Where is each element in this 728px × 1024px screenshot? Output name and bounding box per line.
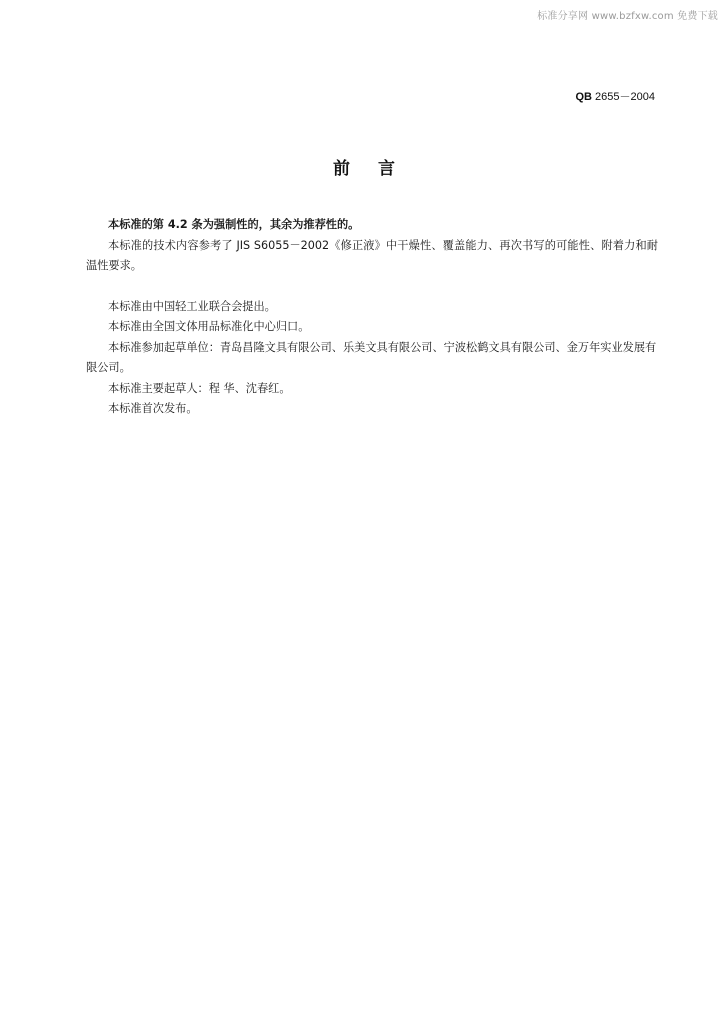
paragraph-reference-standard: 本标准的技术内容参考了 JIS S6055－2002《修正液》中干燥性、覆盖能力、再次书写的可能性、附着力和耐温性要求。 xyxy=(86,238,658,272)
standard-code-number: 2655－2004 xyxy=(595,91,655,103)
standard-code-prefix: QB xyxy=(575,91,592,103)
standard-code xyxy=(575,88,655,104)
paragraph-proposed-by: 本标准由中国轻工业联合会提出。 xyxy=(108,299,276,313)
paragraph-first-release: 本标准首次发布。 xyxy=(108,402,198,415)
paragraph-centralized-by: 本标准由全国文体用品标准化中心归口。 xyxy=(108,320,310,333)
paragraph-drafting-units: 本标准参加起草单位：青岛昌隆文具有限公司、乐美文具有限公司、宁波松鹤文具有限公司、金万年实业发展有限公司。 xyxy=(86,340,657,374)
watermark-text: 标准分享网 www.bzfxw.com 免费下载 xyxy=(537,11,718,22)
foreword-body xyxy=(86,215,658,420)
paragraph-mandatory-clause: 本标准的第 4.2 条为强制性的，其余为推荐性的。 xyxy=(108,218,360,231)
paragraph-main-drafters: 本标准主要起草人：程 华、沈春红。 xyxy=(108,381,291,395)
page-title: 前言 xyxy=(333,159,423,179)
